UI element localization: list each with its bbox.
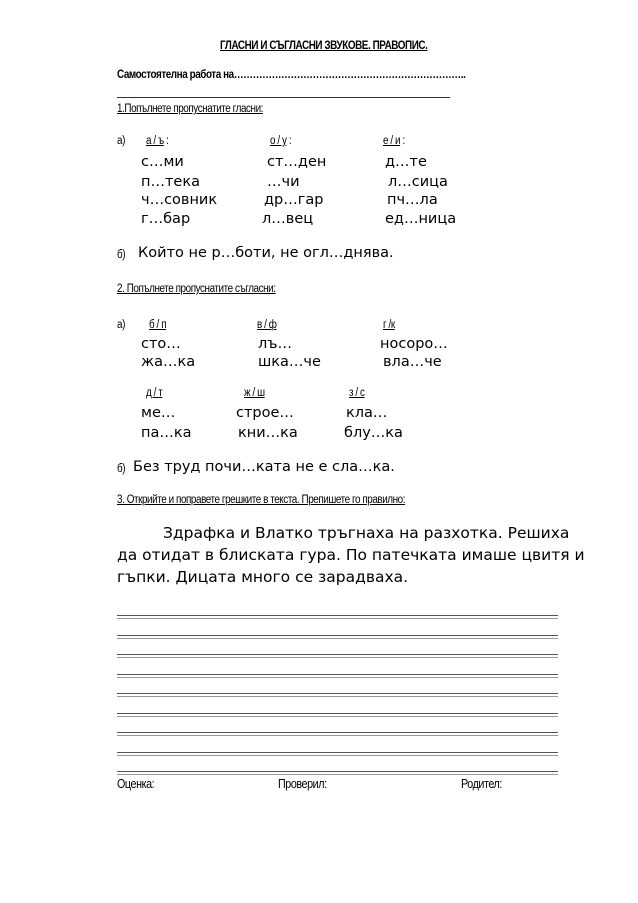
exercise-word: п…тека [141, 174, 200, 190]
exercise-word: шка…че [258, 354, 321, 370]
consonant-pair: з / с [349, 387, 365, 399]
exercise-word: вла…че [383, 354, 442, 370]
exercise-word: пч…ла [387, 192, 438, 208]
writing-line-shadow [117, 735, 558, 736]
exercise-word: д…те [385, 154, 427, 170]
writing-line-shadow [117, 696, 558, 697]
passage-line: да отидат в блиската гура. По патечката имаше цвитя и [117, 546, 585, 564]
writing-line [117, 771, 558, 772]
passage-line: гъпки. Дицата много се зарадваха. [117, 568, 409, 586]
section2-heading: 2. Попълнете пропуснатите съгласни: [117, 283, 276, 295]
exercise-word: ме… [141, 405, 176, 421]
writing-line [117, 713, 558, 714]
section3-heading: 3. Открийте и поправете грешките в текста. Препишете го правилно: [117, 494, 406, 506]
exercise-word: строе… [236, 405, 294, 421]
section1-part-b-label: б) [117, 249, 126, 261]
writing-line [117, 615, 558, 616]
exercise-word: кла… [346, 405, 388, 421]
section1-heading: 1.Попълнете пропуснатите гласни: [117, 103, 264, 115]
vowel-pair: е / и [383, 135, 401, 147]
student-name-line: Самостоятелна работа на……………………………………………………………….. [117, 69, 466, 81]
colon: : [288, 135, 292, 147]
writing-line-shadow [117, 755, 558, 756]
writing-line-shadow [117, 677, 558, 678]
exercise-word: сто… [141, 336, 181, 352]
writing-line [117, 732, 558, 733]
vowel-group-header [383, 135, 405, 147]
consonant-pair: д / т [146, 387, 163, 399]
vowel-pair: о / у [270, 135, 287, 147]
proverb-text: Без труд почи…ката не е сла…ка. [133, 459, 395, 475]
consonant-pair: г /к [383, 319, 395, 331]
consonant-pair: б / п [149, 319, 167, 331]
exercise-word: па…ка [141, 425, 192, 441]
exercise-word: л…вец [262, 211, 314, 227]
checked-label: Проверил: [278, 777, 327, 791]
exercise-word: жа…ка [141, 354, 196, 370]
exercise-word: блу…ка [344, 425, 403, 441]
section1-part-a-label: а) [117, 135, 125, 147]
page-title: ГЛАСНИ И СЪГЛАСНИ ЗВУКОВЕ. ПРАВОПИС. [220, 40, 428, 52]
writing-line-shadow [117, 618, 558, 619]
writing-line [117, 693, 558, 694]
consonant-pair: ж / ш [244, 387, 265, 399]
exercise-word: …чи [267, 174, 300, 190]
vowel-group-header [146, 135, 168, 147]
section2-part-b-label: б) [117, 463, 126, 475]
writing-line-shadow [117, 657, 558, 658]
divider-line [117, 97, 450, 98]
exercise-word: с…ми [141, 154, 184, 170]
writing-line [117, 654, 558, 655]
exercise-word: кни…ка [238, 425, 298, 441]
exercise-word: л…сица [388, 174, 448, 190]
vowel-group-header [270, 135, 291, 147]
grade-label: Оценка: [117, 777, 155, 791]
writing-line [117, 674, 558, 675]
colon: : [166, 135, 169, 147]
exercise-word: ед…ница [385, 211, 457, 227]
exercise-word: лъ… [258, 336, 293, 352]
writing-line [117, 752, 558, 753]
writing-line-shadow [117, 716, 558, 717]
section2-part-a-label: а) [117, 319, 125, 331]
writing-line-shadow [117, 774, 558, 775]
parent-label: Родител: [461, 777, 502, 791]
exercise-word: носоро… [380, 336, 448, 352]
exercise-word: г…бар [141, 211, 191, 227]
writing-line [117, 635, 558, 636]
writing-line-shadow [117, 638, 558, 639]
exercise-word: ч…совник [141, 192, 218, 208]
vowel-pair: а / ъ [146, 135, 164, 147]
exercise-word: ст…ден [267, 154, 327, 170]
passage-line: Здрафка и Влатко тръгнаха на разхотка. Решиха [163, 524, 570, 542]
exercise-word: др…гар [264, 192, 324, 208]
proverb-text: Който не р…боти, не огл…днява. [138, 245, 394, 261]
colon: : [402, 135, 405, 147]
consonant-pair: в / ф [257, 319, 277, 331]
